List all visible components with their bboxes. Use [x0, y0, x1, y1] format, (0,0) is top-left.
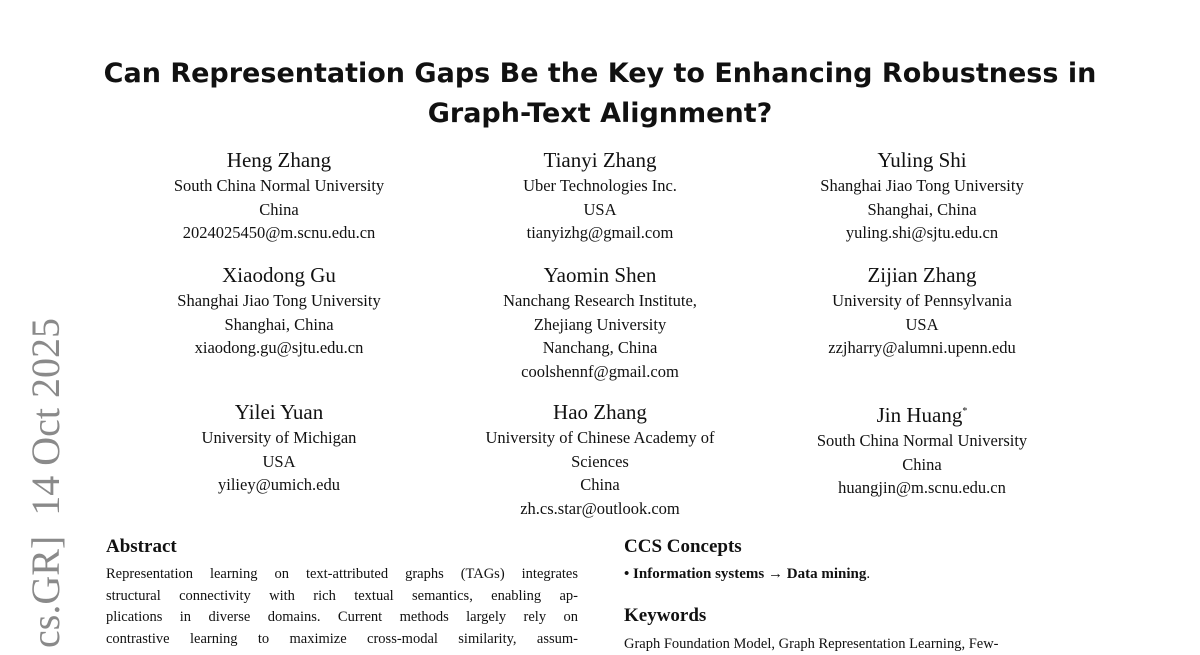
ccs-subterm: Data mining [786, 566, 867, 582]
arxiv-identifier-stamp: cs.GR] 14 Oct 2025 [23, 318, 68, 648]
author-location: Shanghai, China [224, 314, 334, 334]
author-affiliation: Uber Technologies Inc. [523, 176, 677, 195]
author-name-text: Jin Huang [876, 403, 963, 427]
author-affiliation-cont: Zhejiang University [533, 314, 667, 334]
author-email: huangjin@m.scnu.edu.cn [838, 478, 1006, 497]
author-location: Shanghai, China [867, 199, 977, 219]
abstract-body [106, 564, 578, 650]
author-block [440, 261, 760, 383]
author-block [762, 146, 1082, 245]
author-country: USA [905, 314, 939, 334]
author-country: China [580, 475, 620, 494]
author-email: yiliey@umich.edu [218, 475, 340, 494]
author-name: Yaomin Shen [543, 263, 657, 287]
author-email: 2024025450@m.scnu.edu.cn [182, 223, 376, 242]
ccs-term: Information systems [633, 566, 765, 582]
abstract-line: contrastive learning to maximize cross-modal similarity, assum- [106, 630, 578, 647]
abstract-line: Representation learning on text-attributed graphs (TAGs) integrates [106, 566, 578, 582]
author-block [762, 398, 1082, 500]
title-line-2: Graph-Text Alignment? [427, 98, 773, 129]
author-affiliation-cont: Sciences [571, 451, 629, 471]
author-block [440, 398, 760, 520]
abstract-line: structural connectivity with rich textual semantics, enabling ap- [106, 587, 578, 604]
corresponding-author-mark: * [962, 406, 968, 417]
author-country: USA [262, 451, 296, 471]
author-affiliation: Nanchang Research Institute, [503, 291, 697, 310]
keywords-text: Graph Foundation Model, Graph Representation Learning, Few- [624, 636, 999, 652]
abstract-heading: Abstract [106, 536, 177, 557]
ccs-concepts-heading: CCS Concepts [624, 536, 742, 557]
title-line-1: Can Representation Gaps Be the Key to Enhancing Robustness in [103, 58, 1097, 89]
author-name: Xiaodong Gu [222, 263, 336, 287]
author-affiliation: University of Chinese Academy of [485, 428, 715, 447]
author-email: tianyizhg@gmail.com [526, 223, 674, 242]
ccs-bullet: • [624, 566, 630, 582]
abstract-line: plications in diverse domains. Current methods largely rely on [106, 609, 578, 625]
author-affiliation: Shanghai Jiao Tong University [177, 291, 381, 310]
author-affiliation: South China Normal University [173, 176, 385, 195]
ccs-period: . [866, 566, 871, 582]
ccs-arrow: → [768, 566, 784, 582]
author-block [119, 398, 439, 497]
keywords-heading: Keywords [624, 605, 707, 626]
paper-title [90, 54, 1110, 134]
author-country: China [902, 454, 942, 474]
author-block [440, 146, 760, 245]
author-affiliation: University of Michigan [201, 428, 357, 447]
author-email: zzjharry@alumni.upenn.edu [828, 338, 1016, 357]
author-block [762, 261, 1082, 360]
author-email: coolshennf@gmail.com [521, 361, 679, 381]
author-block [119, 261, 439, 360]
ccs-concept-entry [624, 564, 870, 585]
author-name: Yilei Yuan [234, 400, 324, 424]
author-affiliation: Shanghai Jiao Tong University [820, 176, 1024, 195]
author-country: USA [583, 199, 617, 219]
author-name: Hao Zhang [553, 400, 647, 424]
author-name: Yuling Shi [877, 148, 967, 172]
author-block [119, 146, 439, 245]
author-name: Zijian Zhang [867, 263, 977, 287]
author-affiliation: University of Pennsylvania [832, 291, 1012, 310]
author-country: China [259, 199, 299, 219]
author-email: xiaodong.gu@sjtu.edu.cn [194, 338, 364, 357]
author-email: zh.cs.star@outlook.com [520, 498, 680, 518]
author-email: yuling.shi@sjtu.edu.cn [845, 223, 999, 242]
author-name: Tianyi Zhang [543, 148, 657, 172]
author-affiliation: South China Normal University [816, 431, 1028, 450]
author-name [762, 398, 1082, 429]
author-name: Heng Zhang [226, 148, 332, 172]
author-location: Nanchang, China [542, 338, 658, 357]
